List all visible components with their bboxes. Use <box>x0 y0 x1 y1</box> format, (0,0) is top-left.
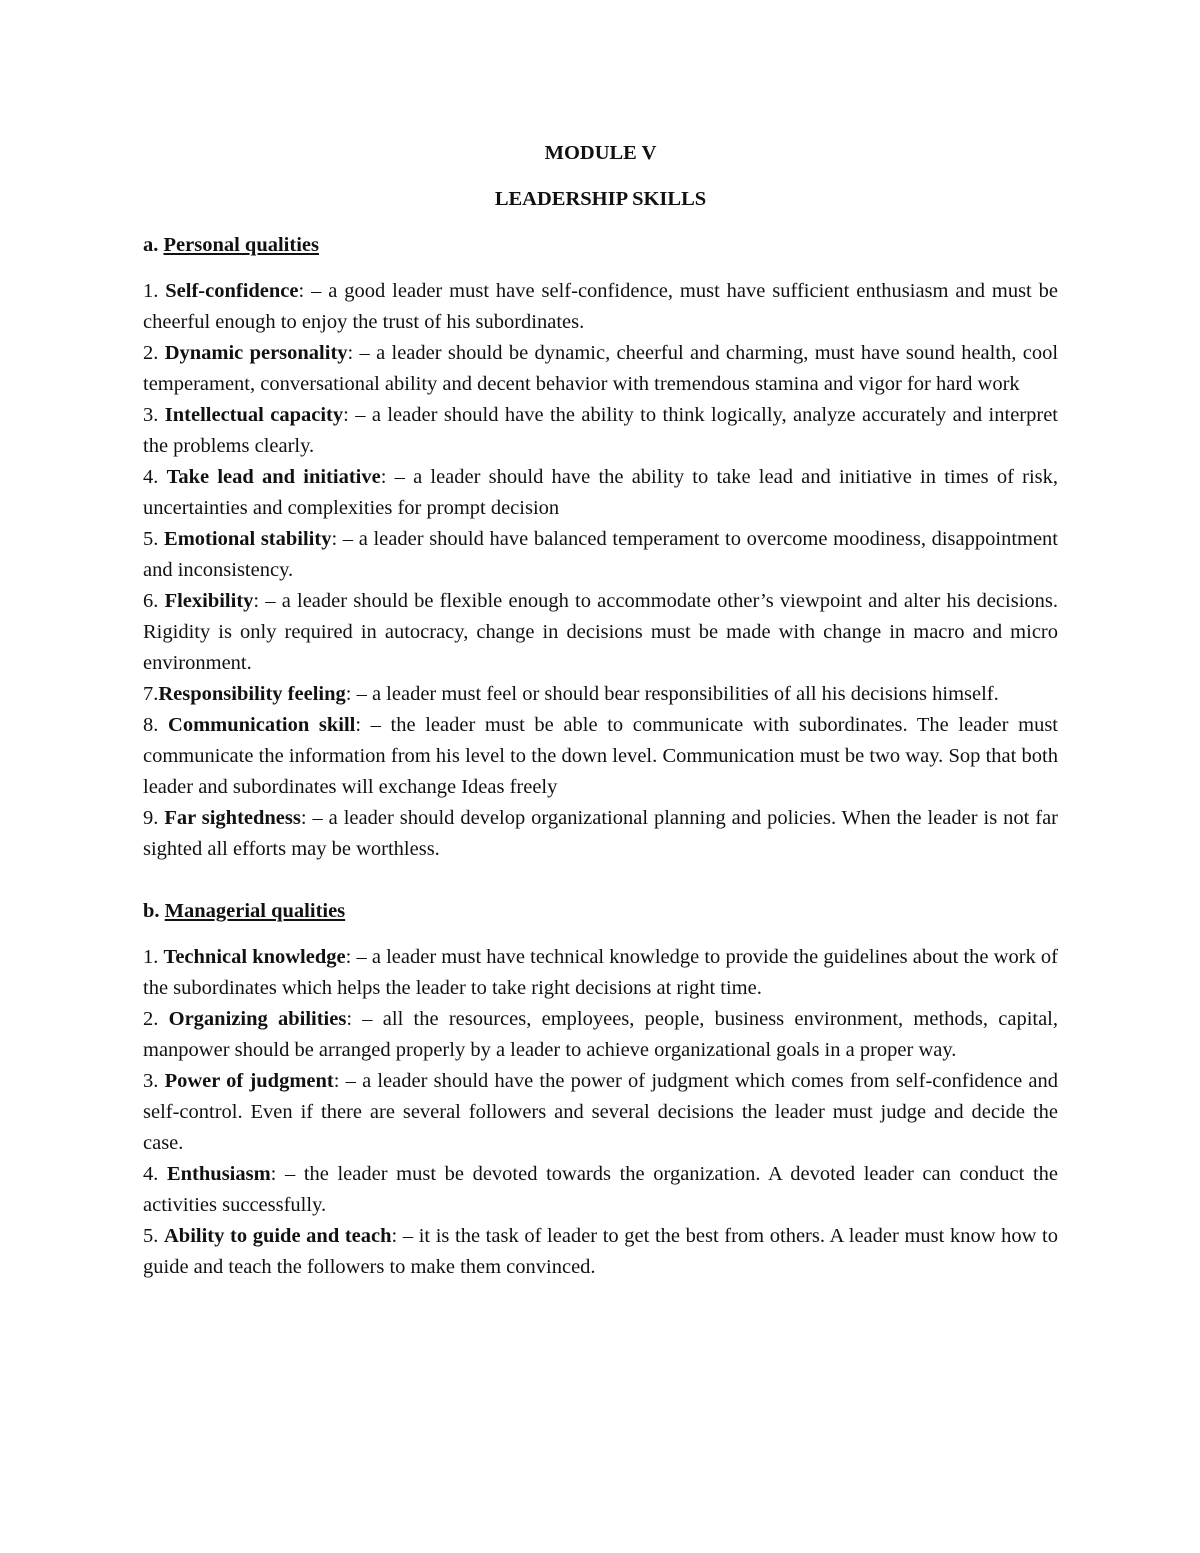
item-text: : – a leader must have technical knowledge to provide the guidelines about the work of the subordinates which helps the leader to take right decisions at right time. <box>143 946 1059 999</box>
section-heading-personal <box>143 230 1058 261</box>
item-number: 8. <box>143 714 159 736</box>
list-item <box>143 803 1058 865</box>
document-page <box>143 138 1058 1283</box>
item-text: : – a leader should be flexible enough to accommodate other’s viewpoint and alter his decisions. Rigidity is only required in autocracy, change in decisions must be made with change in macro and micro environment. <box>143 590 1059 674</box>
list-item <box>143 338 1058 400</box>
list-item <box>143 1004 1058 1066</box>
item-text: : – a leader must feel or should bear responsibilities of all his decisions himself. <box>345 683 999 705</box>
list-item <box>143 710 1058 803</box>
item-term: Dynamic personality <box>164 342 348 364</box>
list-item <box>143 400 1058 462</box>
item-number: 4. <box>143 466 159 488</box>
section-prefix: a. <box>143 234 159 256</box>
section-spacer <box>143 865 1058 896</box>
item-term: Far sightedness <box>164 807 301 829</box>
item-term: Intellectual capacity <box>164 404 344 426</box>
item-number: 5. <box>143 528 159 550</box>
list-item <box>143 679 1058 710</box>
item-number: 1. <box>143 946 159 968</box>
item-term: Communication skill <box>168 714 356 736</box>
item-number: 3. <box>143 404 159 426</box>
item-text: : – a leader should develop organizational planning and policies. When the leader is not far sighted all efforts may be worthless. <box>143 807 1058 860</box>
list-item <box>143 586 1058 679</box>
section-title: Personal qualities <box>163 234 319 256</box>
item-text: : – a leader should have the ability to think logically, analyze accurately and interpret the problems clearly. <box>143 404 1058 457</box>
list-item <box>143 1159 1058 1221</box>
personal-qualities-list <box>143 276 1058 865</box>
list-item <box>143 524 1058 586</box>
item-number: 7. <box>143 683 159 705</box>
section-heading-managerial <box>143 896 1058 927</box>
item-text: : – the leader must be devoted towards the organization. A devoted leader can conduct the activities successfully. <box>143 1163 1058 1216</box>
list-item <box>143 1066 1058 1159</box>
item-term: Take lead and initiative <box>166 466 381 488</box>
item-text: : – a good leader must have self-confidence, must have sufficient enthusiasm and must be cheerful enough to enjoy the trust of his subordinates. <box>143 280 1058 333</box>
item-term: Emotional stability <box>164 528 332 550</box>
item-term: Power of judgment <box>164 1070 334 1092</box>
item-text: : – all the resources, employees, people, business environment, methods, capital, manpower should be arranged properly by a leader to achieve organizational goals in a proper way. <box>143 1008 1059 1061</box>
item-number: 5. <box>143 1225 159 1247</box>
item-text: : – it is the task of leader to get the best from others. A leader must know how to guide and teach the followers to make them convinced. <box>143 1225 1058 1278</box>
item-number: 4. <box>143 1163 159 1185</box>
section-prefix: b. <box>143 900 160 922</box>
list-item <box>143 942 1058 1004</box>
page-subtitle: LEADERSHIP SKILLS <box>494 188 707 210</box>
list-item <box>143 1221 1058 1283</box>
item-number: 2. <box>143 1008 159 1030</box>
item-text: : – a leader should have balanced temperament to overcome moodiness, disappointment and inconsistency. <box>143 528 1059 581</box>
section-title: Managerial qualities <box>164 900 346 922</box>
list-item <box>143 276 1058 338</box>
item-number: 1. <box>143 280 159 302</box>
item-term: Organizing abilities <box>168 1008 347 1030</box>
item-text: : – a leader should have the power of judgment which comes from self-confidence and self-control. Even if there are several followers and several decisions the leader must judge and decide the case. <box>143 1070 1058 1154</box>
item-number: 3. <box>143 1070 159 1092</box>
managerial-qualities-list <box>143 942 1058 1283</box>
item-text: : – the leader must be able to communicate with subordinates. The leader must communicate the information from his level to the down level. Communication must be two way. Sop that both leader and subordinates will exchange Ideas freely <box>143 714 1058 798</box>
item-term: Enthusiasm <box>166 1163 271 1185</box>
item-text: : – a leader should be dynamic, cheerful and charming, must have sound health, cool temperament, conversational ability and decent behavior with tremendous stamina and vigor for hard work <box>143 342 1059 395</box>
item-term: Flexibility <box>164 590 254 612</box>
item-term: Responsibility feeling <box>158 683 346 705</box>
item-text: : – a leader should have the ability to take lead and initiative in times of risk, uncertainties and complexities for prompt decision <box>143 466 1058 519</box>
item-term: Self-confidence <box>165 280 299 302</box>
item-term: Technical knowledge <box>163 946 346 968</box>
page-title: MODULE V <box>544 142 657 164</box>
list-item <box>143 462 1058 524</box>
item-term: Ability to guide and teach <box>164 1225 392 1247</box>
item-number: 6. <box>143 590 159 612</box>
item-number: 9. <box>143 807 159 829</box>
item-number: 2. <box>143 342 159 364</box>
